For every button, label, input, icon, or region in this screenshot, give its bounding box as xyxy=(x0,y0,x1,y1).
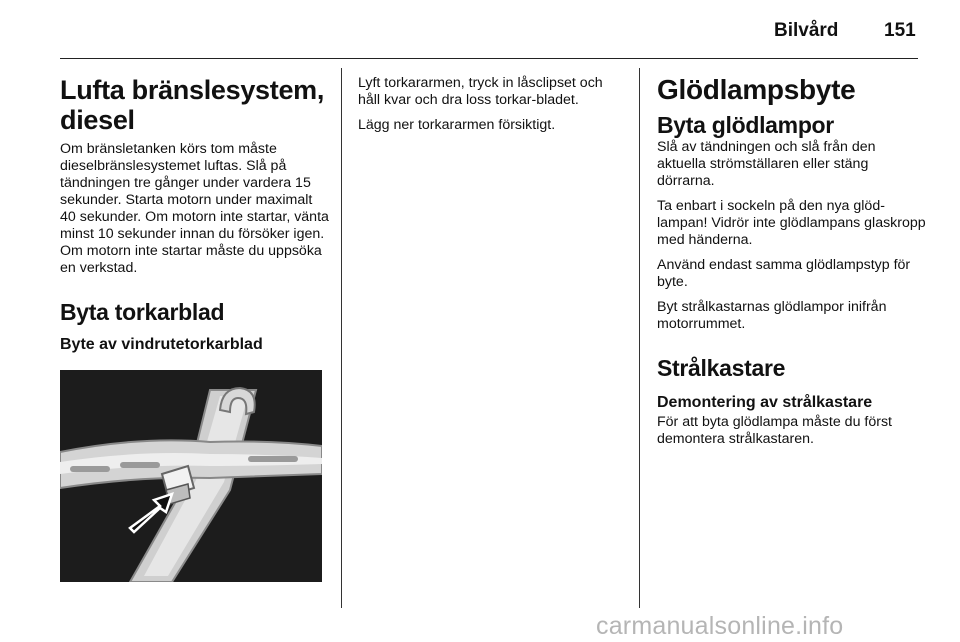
column-1 xyxy=(60,75,332,582)
paragraph-same-bulb-type: Använd endast samma glödlampstyp för byte. xyxy=(657,257,911,290)
column-divider-2 xyxy=(639,68,640,608)
paragraph-ignition-off: Slå av tändningen och slå från den aktuella strömställaren eller stäng dörrarna. xyxy=(657,139,876,189)
subheading-remove-headlight: Demontering av strålkastare xyxy=(657,394,873,411)
paragraph-lower-wiper-arm: Lägg ner torkararmen försiktigt. xyxy=(358,117,556,133)
subheading-windscreen-wiper: Byte av vindrutetorkarblad xyxy=(60,336,263,353)
paragraph-remove-headlight: För att byta glödlampa måste du först demontera strålkastaren. xyxy=(657,414,892,447)
paragraph-hold-socket: Ta enbart i sockeln på den nya glöd-lampan! Vidrör inte glödlampans glaskropp med händerna. xyxy=(657,198,926,248)
column-3 xyxy=(657,75,927,456)
subheading-change-bulbs: Byta glödlampor xyxy=(657,112,834,138)
paragraph-from-engine-bay: Byt strålkastarnas glödlampor inifrån motorrummet. xyxy=(657,299,887,332)
paragraph-bleed-fuel: Om bränsletanken körs tom måste dieselbränslesystemet luftas. Slå på tändningen tre gånger under vardera 15 sekunder. Starta motorn under maximalt 40 sekunder. Om motorn inte startar, vänta minst 10 sekunder innan du försöker igen. Om motorn inte startar måste du uppsöka en verkstad. xyxy=(60,141,329,276)
column-divider-1 xyxy=(341,68,342,608)
section-heading-bulb-replacement: Glödlampsbyte xyxy=(657,74,856,105)
page-number: 151 xyxy=(884,20,916,41)
column-2 xyxy=(358,75,620,142)
watermark: carmanualsonline.info xyxy=(596,612,844,640)
section-heading-wiper-blades: Byta torkarblad xyxy=(60,299,225,325)
section-heading-bleed-fuel: Lufta bränslesystem, diesel xyxy=(60,75,325,135)
paragraph-lift-wiper-arm: Lyft torkararmen, tryck in låsclipset och håll kvar och dra loss torkar-bladet. xyxy=(358,75,603,108)
wiper-blade-illustration xyxy=(60,370,322,582)
page-header-title: Bilvård xyxy=(774,20,839,41)
header-rule xyxy=(60,58,918,59)
section-heading-headlights: Strålkastare xyxy=(657,355,786,381)
